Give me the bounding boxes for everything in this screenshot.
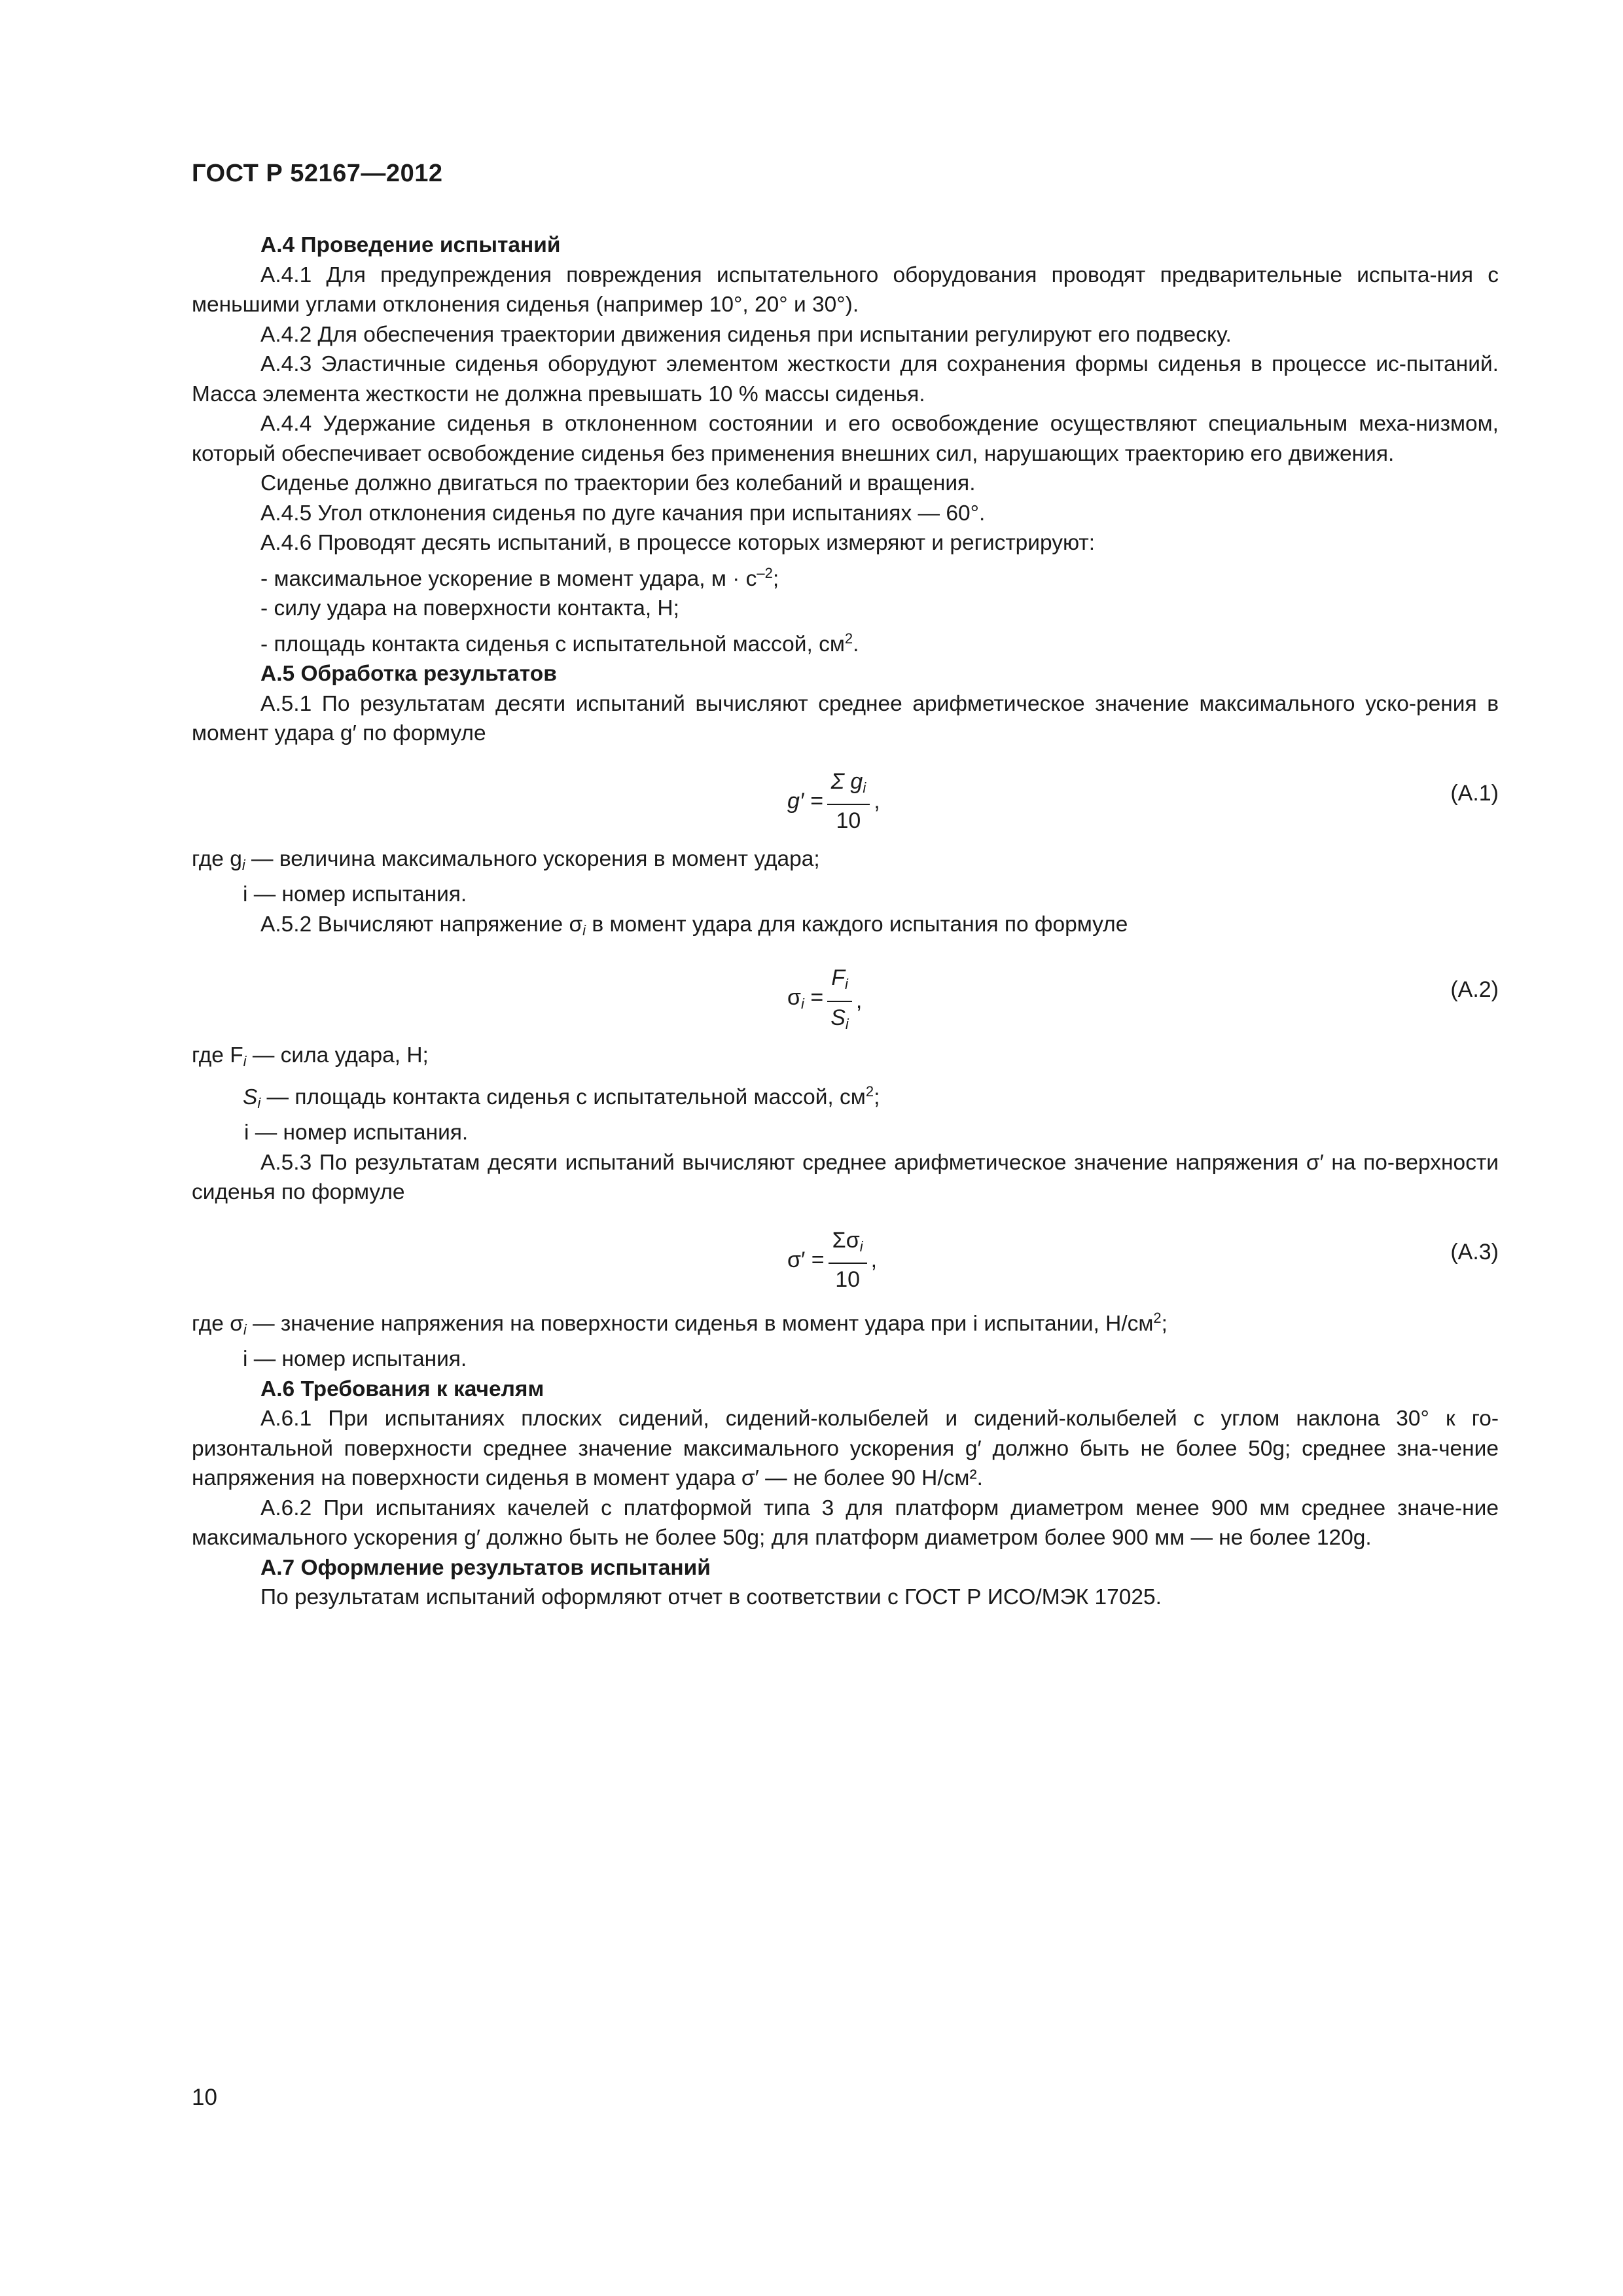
formula-a3-label: (А.3): [1450, 1239, 1499, 1265]
where-a1-i: i — номер испытания.: [243, 882, 467, 906]
formula-a1-fraction: $\frac{\Sigma g_i}{10}$: [827, 767, 870, 836]
paragraph-a6-1: А.6.1 При испытаниях плоских сидений, сидений-колыбелей и сидений-колыбелей с углом наклона 30° к го-ризонтальной поверхности среднее значение максимального ускорения g′ должно быть не более 50g; среднее зна-чение напряжения на поверхности сиденья в момент удара σ′ — не более 90 Н/см².: [192, 1407, 1499, 1490]
formula-a3: σ′ = $\frac{\Sigma\sigma_i}{10}$ , (А.3): [192, 1214, 1499, 1297]
section-heading-a6: А.6 Требования к качелям: [260, 1376, 544, 1401]
list-item-force: - силу удара на поверхности контакта, Н;: [260, 596, 679, 620]
paragraph-a4-3: А.4.3 Эластичные сиденья оборудуют элементом жесткости для сохранения формы сиденья в процессе ис-пытаний. Масса элемента жесткости не должна превышать 10 % массы сиденья.: [192, 352, 1499, 406]
formula-a2-label: (А.2): [1450, 977, 1499, 1002]
list-item-area: - площадь контакта сиденья с испытательной массой, $см^2$.: [260, 630, 859, 656]
section-heading-a7: А.7 Оформление результатов испытаний: [260, 1555, 711, 1580]
formula-a3-fraction: $\frac{\Sigma\sigma_i}{10}$: [829, 1226, 867, 1295]
where-a2-f: где $F_i$ — сила удара, Н;: [192, 1043, 429, 1069]
paragraph-a4-1: А.4.1 Для предупреждения повреждения испытательного оборудования проводят предварительные испыта-ния с меньшими углами отклонения сиденья (например 10°, 20° и 30°).: [192, 262, 1499, 317]
formula-a3-lhs: σ′ =: [787, 1247, 825, 1272]
where-a2-s: $S_i$ — площадь контакта сиденья с испытательной массой, $см^2$;: [243, 1083, 880, 1111]
paragraph-a5-2: А.5.2 Вычисляют напряжение $\sigma_i$ в момент удара для каждого испытания по формуле: [260, 912, 1128, 939]
formula-a1-label: (А.1): [1450, 780, 1499, 806]
formula-a2-fraction: $\frac{F_i}{S_i}$: [827, 963, 852, 1039]
formula-a1: g′ = $\frac{\Sigma g_i}{10}$ , (А.1): [192, 755, 1499, 838]
page-number: 10: [192, 2085, 217, 2110]
section-heading-a5: А.5 Обработка результатов: [260, 662, 557, 686]
where-a1-g: где $g_i$ — величина максимального ускорения в момент удара;: [192, 846, 820, 873]
formula-a2-lhs: $\sigma_i$ =: [787, 985, 824, 1013]
paragraph-a5-3: А.5.3 По результатам десяти испытаний вычисляют среднее арифметическое значение напряжения σ′ на по-верхности сиденья по формуле: [192, 1150, 1499, 1204]
paragraph-a6-2: А.6.2 При испытаниях качелей с платформой типа 3 для платформ диаметром менее 900 мм среднее значе-ние максимального ускорения g′ должно быть не более 50g; для платформ диаметром более 900 мм — не более 120g.: [192, 1496, 1499, 1550]
section-heading-a4: А.4 Проведение испытаний: [260, 233, 561, 257]
where-a2-i: i — номер испытания.: [244, 1121, 469, 1145]
list-item-acceleration: - максимальное ускорение в момент удара, $м \cdot с^{-2}$;: [260, 564, 779, 591]
paragraph-a4-4: А.4.4 Удержание сиденья в отклоненном состоянии и его освобождение осуществляют специальным меха-низмом, который обеспечивает освобождение сиденья без применения внешних сил, нарушающих траекторию его движения.: [192, 412, 1499, 466]
where-a3-sigma: где $\sigma_i$ — значение напряжения на поверхности сиденья в момент удара при i испытании, $Н/см^2$;: [192, 1309, 1168, 1338]
paragraph-a4-6: А.4.6 Проводят десять испытаний, в процессе которых измеряют и регистрируют:: [260, 531, 1096, 555]
paragraph-a5-1: А.5.1 По результатам десяти испытаний вычисляют среднее арифметическое значение максимального уско-рения в момент удара g′ по формуле: [192, 691, 1499, 745]
page-body: [192, 230, 1499, 1613]
document-id: ГОСТ Р 52167—2012: [192, 160, 443, 187]
formula-a1-lhs: g′ =: [787, 788, 823, 814]
paragraph-a4-4-note: Сиденье должно двигаться по траектории без колебаний и вращения.: [260, 471, 976, 495]
paragraph-a4-5: А.4.5 Угол отклонения сиденья по дуге качания при испытаниях — 60°.: [260, 501, 986, 526]
formula-a2: $\sigma_i$ = $\frac{F_i}{S_i}$ , (А.2): [192, 952, 1499, 1034]
paragraph-a7-1: По результатам испытаний оформляют отчет в соответствии с ГОСТ Р ИСО/МЭК 17025.: [260, 1585, 1162, 1609]
where-a3-i: i — номер испытания.: [243, 1347, 467, 1371]
paragraph-a4-2: А.4.2 Для обеспечения траектории движения сиденья при испытании регулируют его подвеску.: [260, 322, 1232, 347]
